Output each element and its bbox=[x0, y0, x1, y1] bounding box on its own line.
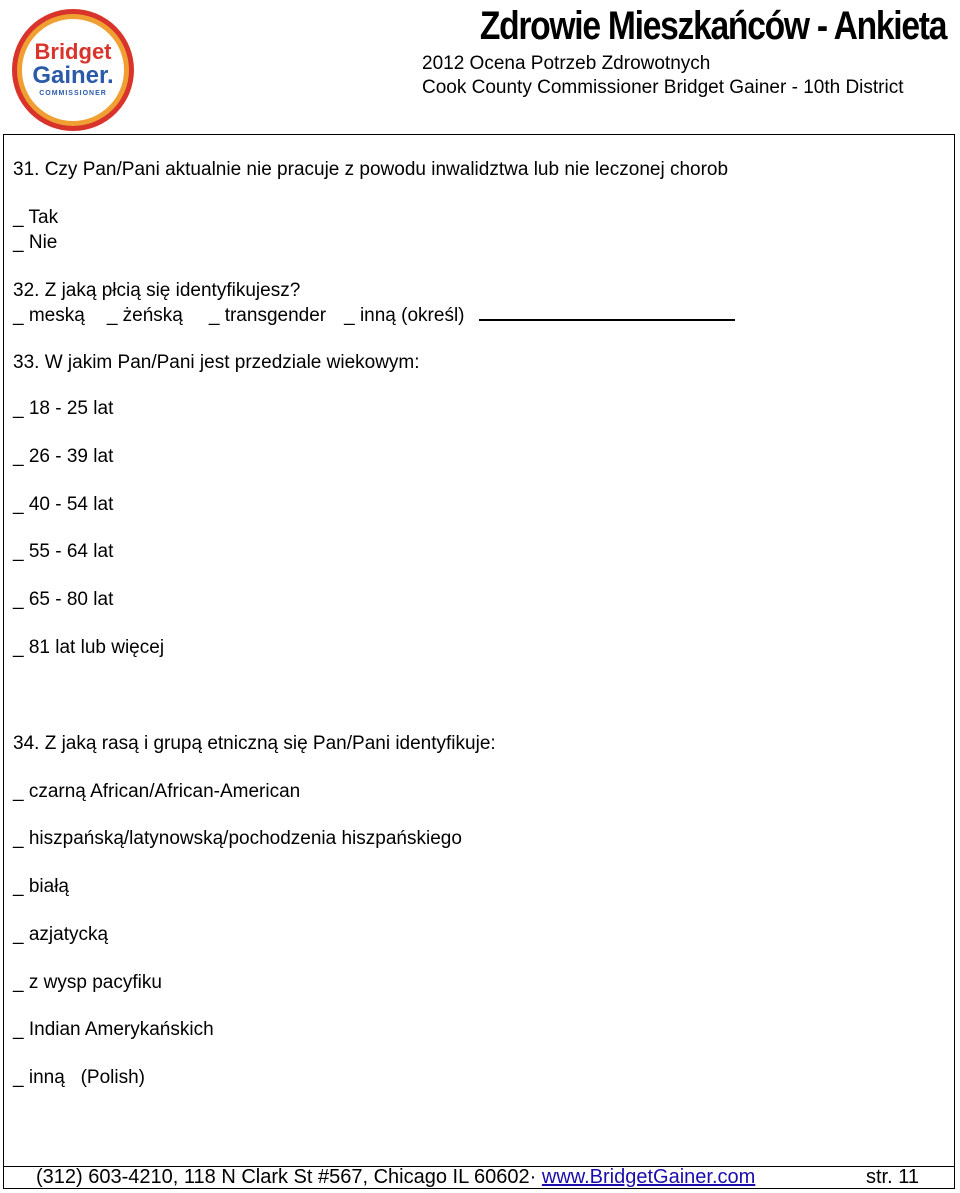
question-31: 31. Czy Pan/Pani aktualnie nie pracuje z powodu inwalidztwa lub nie leczonej chorob bbox=[13, 159, 729, 180]
q32-other-blank[interactable] bbox=[479, 303, 735, 321]
q32-option-male[interactable]: _ meską bbox=[13, 305, 85, 326]
q34-option-7[interactable]: _ inną (Polish) bbox=[13, 1067, 146, 1088]
q31-option-tak[interactable]: _ Tak bbox=[13, 207, 59, 228]
q32-options-row bbox=[13, 303, 735, 327]
commissioner-logo bbox=[10, 7, 136, 133]
page-header bbox=[0, 0, 960, 134]
footer-contact-text: (312) 603-4210, 118 N Clark St #567, Chicago IL 60602· bbox=[36, 1166, 537, 1188]
q33-option-4[interactable]: _ 55 - 64 lat bbox=[13, 541, 114, 562]
q34-option-2[interactable]: _ hiszpańską/latynowską/pochodzenia hiszpańskiego bbox=[13, 828, 462, 849]
page-title: Zdrowie Mieszkańców - Ankieta bbox=[479, 4, 946, 48]
q34-option-5[interactable]: _ z wysp pacyfiku bbox=[13, 972, 162, 993]
q33-option-3[interactable]: _ 40 - 54 lat bbox=[13, 494, 114, 515]
q31-option-nie[interactable]: _ Nie bbox=[13, 232, 58, 253]
footer-contact bbox=[36, 1166, 755, 1189]
page-number: str. 11 bbox=[866, 1166, 919, 1188]
logo-text-1: Bridget bbox=[34, 39, 112, 64]
logo-text-3: COMMISSIONER bbox=[39, 90, 107, 97]
footer-website-link[interactable]: www.BridgetGainer.com bbox=[541, 1166, 756, 1188]
page-subtitle-district: Cook County Commissioner Bridget Gainer - 10th District bbox=[422, 77, 904, 98]
q33-option-5[interactable]: _ 65 - 80 lat bbox=[13, 589, 114, 610]
q32-option-other[interactable]: _ inną (określ) bbox=[344, 305, 465, 326]
q32-option-female[interactable]: _ żeńską bbox=[106, 305, 183, 326]
q34-option-1[interactable]: _ czarną African/African-American bbox=[13, 781, 301, 802]
page-subtitle: 2012 Ocena Potrzeb Zdrowotnych bbox=[422, 53, 711, 74]
q32-option-transgender[interactable]: _ transgender bbox=[208, 305, 327, 326]
q33-option-6[interactable]: _ 81 lat lub więcej bbox=[13, 637, 165, 658]
q33-option-1[interactable]: _ 18 - 25 lat bbox=[13, 398, 114, 419]
question-33: 33. W jakim Pan/Pani jest przedziale wiekowym: bbox=[13, 352, 420, 373]
q34-option-3[interactable]: _ białą bbox=[13, 876, 69, 897]
question-34: 34. Z jaką rasą i grupą etniczną się Pan/Pani identyfikuje: bbox=[13, 733, 496, 754]
q34-option-4[interactable]: _ azjatycką bbox=[13, 924, 109, 945]
q33-option-2[interactable]: _ 26 - 39 lat bbox=[13, 446, 114, 467]
question-32: 32. Z jaką płcią się identyfikujesz? bbox=[13, 280, 301, 301]
q34-option-6[interactable]: _ Indian Amerykańskich bbox=[13, 1019, 214, 1040]
logo-text-2: Gainer. bbox=[32, 62, 114, 89]
